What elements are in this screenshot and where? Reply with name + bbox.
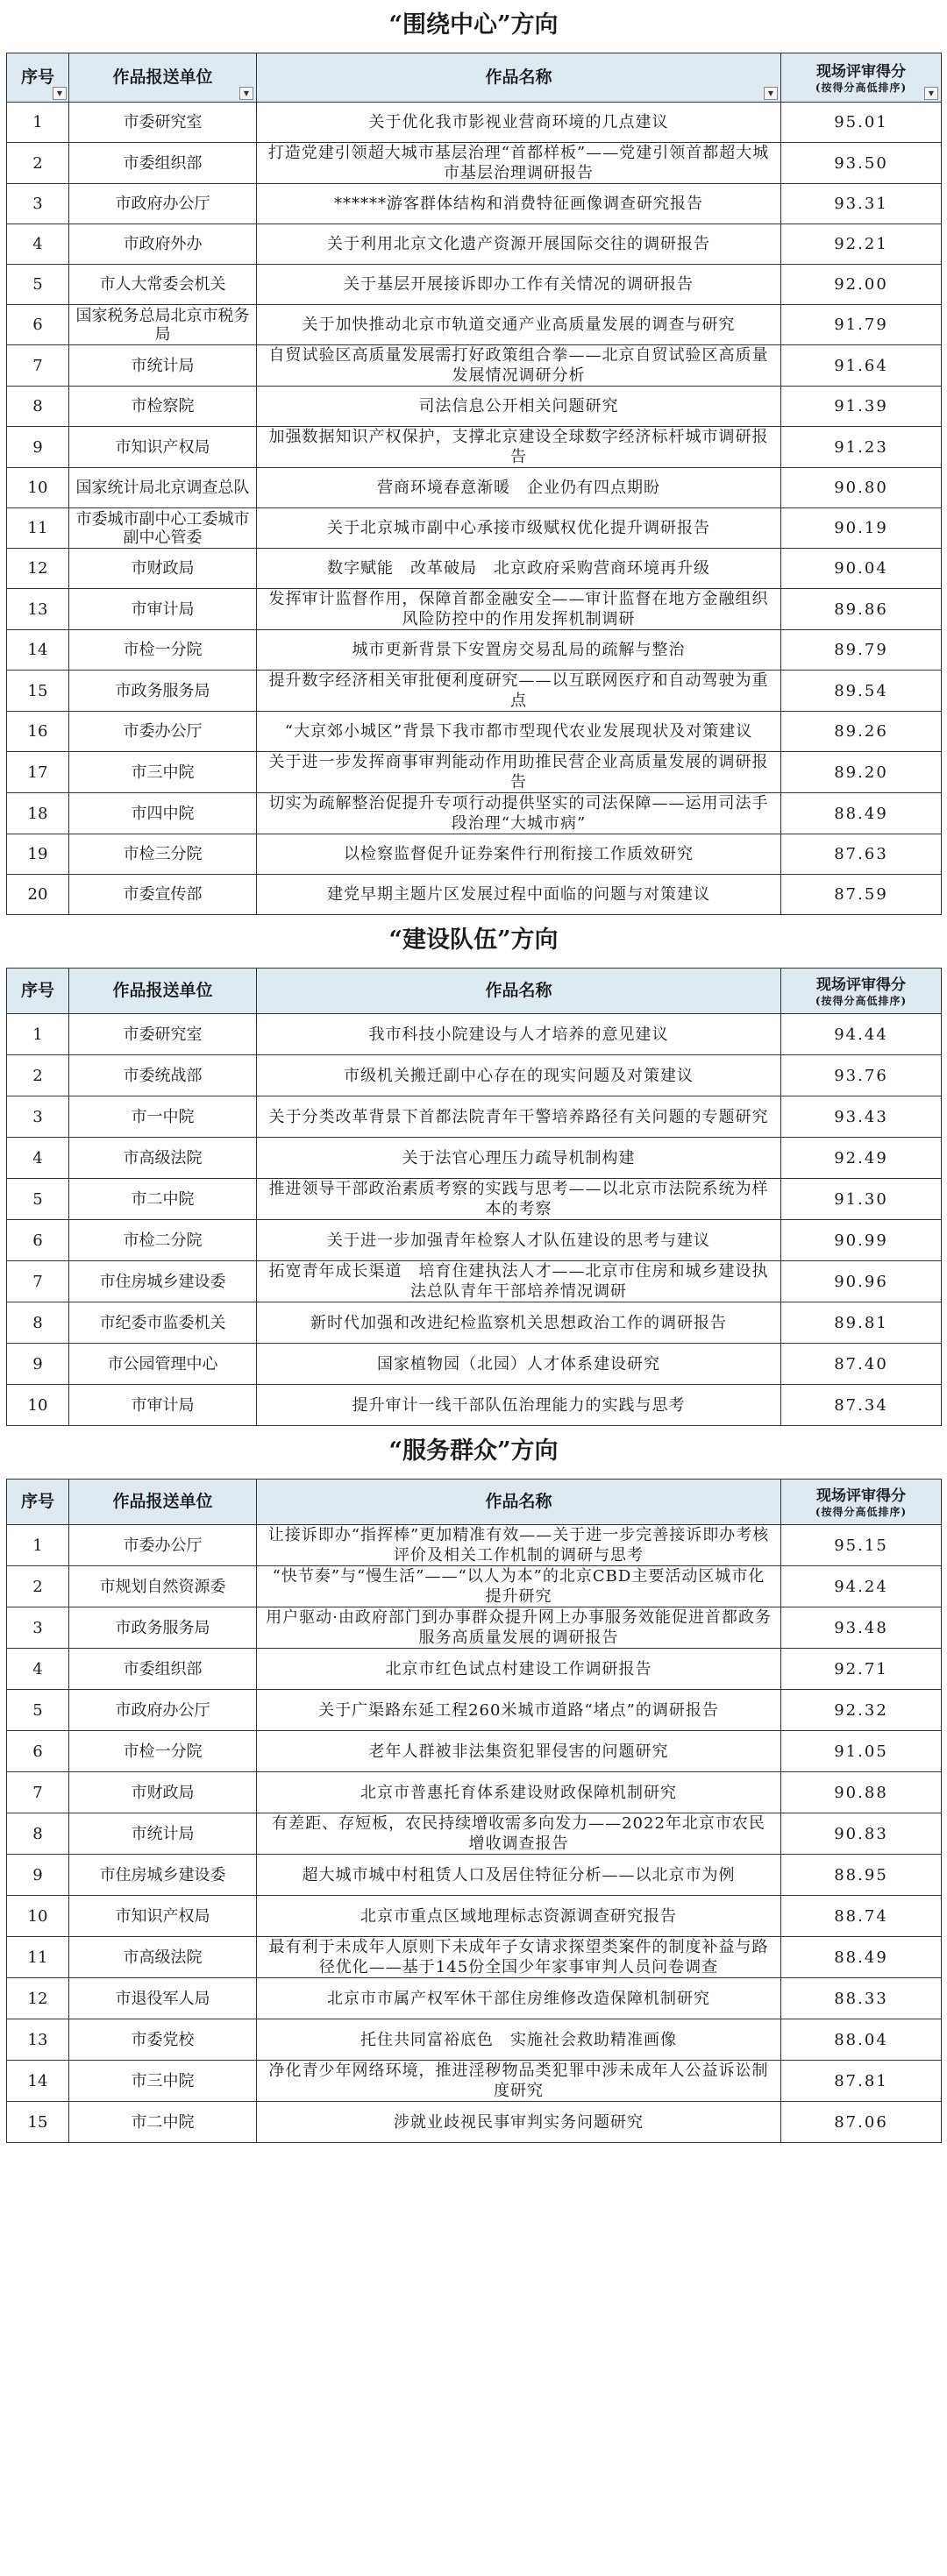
- table-row: [7, 143, 942, 184]
- cell-score: 87.63: [781, 834, 942, 875]
- table-row: [7, 1385, 942, 1426]
- cell-unit: 市委统战部: [69, 1055, 257, 1096]
- cell-no: 4: [7, 224, 69, 265]
- cell-name: 关于基层开展接诉即办工作有关情况的调研报告: [257, 265, 781, 305]
- cell-no: 2: [7, 143, 69, 184]
- cell-no: 1: [7, 1525, 69, 1566]
- cell-score: 93.31: [781, 184, 942, 224]
- filter-dropdown-icon[interactable]: ▼: [239, 87, 253, 100]
- cell-no: 6: [7, 305, 69, 345]
- cell-unit: 市统计局: [69, 1813, 257, 1855]
- table-row: [7, 1096, 942, 1138]
- table-row: [7, 2019, 942, 2061]
- table-team: [6, 968, 942, 1426]
- cell-unit: 市住房城乡建设委: [69, 1261, 257, 1302]
- cell-name: 关于加快推动北京市轨道交通产业高质量发展的调查与研究: [257, 305, 781, 345]
- cell-score: 89.20: [781, 752, 942, 793]
- cell-name: 提升数字经济相关审批便利度研究——以互联网医疗和自动驾驶为重点: [257, 671, 781, 712]
- col-unit-header: 作品报送单位: [69, 1480, 257, 1525]
- table-row: [7, 224, 942, 265]
- col-name-header: 作品名称: [257, 969, 781, 1014]
- table-row: [7, 1261, 942, 1302]
- cell-score: 87.59: [781, 875, 942, 915]
- cell-unit: 市高级法院: [69, 1937, 257, 1978]
- cell-score: 95.15: [781, 1525, 942, 1566]
- col-score-header: 现场评审得分 (按得分高低排序) ▼: [781, 53, 942, 103]
- table-header: [7, 53, 942, 103]
- cell-unit: 市检一分院: [69, 630, 257, 671]
- cell-score: 90.19: [781, 508, 942, 549]
- table-row: [7, 630, 942, 671]
- table-row: [7, 1607, 942, 1649]
- cell-score: 89.81: [781, 1302, 942, 1344]
- cell-score: 89.26: [781, 712, 942, 752]
- cell-unit: 市委宣传部: [69, 875, 257, 915]
- cell-unit: 市二中院: [69, 1179, 257, 1220]
- col-unit-header: 作品报送单位: [69, 969, 257, 1014]
- cell-score: 95.01: [781, 103, 942, 143]
- cell-name: 推进领导干部政治素质考察的实践与思考——以北京市法院系统为样本的考察: [257, 1179, 781, 1220]
- cell-score: 92.49: [781, 1138, 942, 1179]
- cell-name: 关于利用北京文化遗产资源开展国际交往的调研报告: [257, 224, 781, 265]
- cell-score: 94.44: [781, 1014, 942, 1055]
- cell-score: 90.80: [781, 468, 942, 508]
- cell-name: 加强数据知识产权保护，支撑北京建设全球数字经济标杆城市调研报告: [257, 427, 781, 468]
- table-row: [7, 468, 942, 508]
- cell-no: 10: [7, 468, 69, 508]
- cell-score: 92.32: [781, 1690, 942, 1731]
- section-title-team: “建设队伍”方向: [388, 926, 559, 954]
- table-row: [7, 1978, 942, 2019]
- table-row: [7, 1138, 942, 1179]
- cell-score: 93.43: [781, 1096, 942, 1138]
- cell-unit: 市政府办公厅: [69, 1690, 257, 1731]
- cell-name: 建党早期主题片区发展过程中面临的问题与对策建议: [257, 875, 781, 915]
- cell-score: 92.00: [781, 265, 942, 305]
- cell-no: 4: [7, 1138, 69, 1179]
- cell-name: 涉就业歧视民事审判实务问题研究: [257, 2102, 781, 2143]
- cell-no: 2: [7, 1055, 69, 1096]
- cell-no: 15: [7, 2102, 69, 2143]
- cell-unit: 市委组织部: [69, 143, 257, 184]
- cell-no: 7: [7, 1772, 69, 1813]
- table-row: [7, 1302, 942, 1344]
- cell-no: 6: [7, 1220, 69, 1261]
- cell-unit: 市政府外办: [69, 224, 257, 265]
- cell-name: 关于广渠路东延工程260米城市道路“堵点”的调研报告: [257, 1690, 781, 1731]
- cell-unit: 市二中院: [69, 2102, 257, 2143]
- cell-unit: 市三中院: [69, 2061, 257, 2102]
- cell-name: “大京郊小城区”背景下我市都市型现代农业发展现状及对策建议: [257, 712, 781, 752]
- cell-name: 提升审计一线干部队伍治理能力的实践与思考: [257, 1385, 781, 1426]
- col-name-header: 作品名称: [257, 1480, 781, 1525]
- cell-no: 7: [7, 345, 69, 387]
- table-row: [7, 1649, 942, 1690]
- cell-unit: 市检三分院: [69, 834, 257, 875]
- cell-unit: 国家税务总局北京市税务局: [69, 305, 257, 345]
- cell-name: 拓宽青年成长渠道 培育住建执法人才——北京市住房和城乡建设执法总队青年干部培养情况调研: [257, 1261, 781, 1302]
- col-no-header: 序号 ▼: [7, 53, 69, 103]
- table-row: [7, 2102, 942, 2143]
- table-row: [7, 1525, 942, 1566]
- cell-unit: 市委组织部: [69, 1649, 257, 1690]
- cell-no: 3: [7, 1096, 69, 1138]
- cell-name: 打造党建引领超大城市基层治理“首都样板”——党建引领首都超大城市基层治理调研报告: [257, 143, 781, 184]
- cell-score: 88.04: [781, 2019, 942, 2061]
- cell-name: 以检察监督促升证券案件行刑衔接工作质效研究: [257, 834, 781, 875]
- cell-score: 90.96: [781, 1261, 942, 1302]
- cell-unit: 市审计局: [69, 589, 257, 630]
- cell-unit: 市委办公厅: [69, 1525, 257, 1566]
- cell-name: 有差距、存短板，农民持续增收需多向发力——2022年北京市农民增收调查报告: [257, 1813, 781, 1855]
- cell-unit: 市高级法院: [69, 1138, 257, 1179]
- cell-name: ******游客群体结构和消费特征画像调查研究报告: [257, 184, 781, 224]
- table-row: [7, 1566, 942, 1607]
- table-row: [7, 305, 942, 345]
- table-row: [7, 1772, 942, 1813]
- cell-name: 关于分类改革背景下首都法院青年干警培养路径有关问题的专题研究: [257, 1096, 781, 1138]
- cell-name: 市级机关搬迁副中心存在的现实问题及对策建议: [257, 1055, 781, 1096]
- cell-name: 新时代加强和改进纪检监察机关思想政治工作的调研报告: [257, 1302, 781, 1344]
- cell-name: 城市更新背景下安置房交易乱局的疏解与整治: [257, 630, 781, 671]
- cell-no: 19: [7, 834, 69, 875]
- cell-unit: 市退役军人局: [69, 1978, 257, 2019]
- cell-name: 营商环境春意渐暖 企业仍有四点期盼: [257, 468, 781, 508]
- cell-score: 93.76: [781, 1055, 942, 1096]
- cell-name: 国家植物园（北园）人才体系建设研究: [257, 1344, 781, 1385]
- table-row: [7, 793, 942, 834]
- cell-unit: 国家统计局北京调查总队: [69, 468, 257, 508]
- cell-score: 94.24: [781, 1566, 942, 1607]
- cell-no: 9: [7, 1344, 69, 1385]
- cell-unit: 市住房城乡建设委: [69, 1855, 257, 1896]
- cell-score: 87.06: [781, 2102, 942, 2143]
- cell-name: 最有利于未成年人原则下未成年子女请求探望类案件的制度补益与路径优化——基于145份全国少年家事审判人员问卷调查: [257, 1937, 781, 1978]
- table-header: [7, 1480, 942, 1525]
- cell-name: 数字赋能 改革破局 北京政府采购营商环境再升级: [257, 549, 781, 589]
- cell-score: 88.74: [781, 1896, 942, 1937]
- cell-no: 20: [7, 875, 69, 915]
- cell-no: 14: [7, 2061, 69, 2102]
- table-row: [7, 1179, 942, 1220]
- cell-no: 8: [7, 387, 69, 427]
- cell-no: 7: [7, 1261, 69, 1302]
- cell-unit: 市纪委市监委机关: [69, 1302, 257, 1344]
- cell-no: 9: [7, 1855, 69, 1896]
- cell-unit: 市知识产权局: [69, 427, 257, 468]
- table-row: [7, 508, 942, 549]
- table-row: [7, 345, 942, 387]
- cell-no: 4: [7, 1649, 69, 1690]
- cell-no: 10: [7, 1896, 69, 1937]
- cell-score: 91.64: [781, 345, 942, 387]
- cell-name: 关于法官心理压力疏导机制构建: [257, 1138, 781, 1179]
- filter-dropdown-icon[interactable]: ▼: [924, 87, 938, 100]
- cell-unit: 市政务服务局: [69, 1607, 257, 1649]
- cell-name: 发挥审计监督作用，保障首都金融安全——审计监督在地方金融组织风险防控中的作用发挥机制调研: [257, 589, 781, 630]
- cell-no: 2: [7, 1566, 69, 1607]
- cell-no: 10: [7, 1385, 69, 1426]
- cell-unit: 市人大常委会机关: [69, 265, 257, 305]
- cell-name: 切实为疏解整治促提升专项行动提供坚实的司法保障——运用司法手段治理“大城市病”: [257, 793, 781, 834]
- cell-unit: 市委研究室: [69, 103, 257, 143]
- table-row: [7, 1690, 942, 1731]
- table-row: [7, 103, 942, 143]
- cell-score: 91.79: [781, 305, 942, 345]
- table-row: [7, 712, 942, 752]
- cell-score: 90.83: [781, 1813, 942, 1855]
- cell-score: 88.95: [781, 1855, 942, 1896]
- cell-no: 3: [7, 1607, 69, 1649]
- cell-unit: 市财政局: [69, 549, 257, 589]
- cell-no: 12: [7, 549, 69, 589]
- table-row: [7, 2061, 942, 2102]
- cell-unit: 市委城市副中心工委城市副中心管委: [69, 508, 257, 549]
- cell-unit: 市三中院: [69, 752, 257, 793]
- cell-name: 北京市重点区域地理标志资源调查研究报告: [257, 1896, 781, 1937]
- cell-name: 自贸试验区高质量发展需打好政策组合拳——北京自贸试验区高质量发展情况调研分析: [257, 345, 781, 387]
- table-row: [7, 549, 942, 589]
- cell-unit: 市规划自然资源委: [69, 1566, 257, 1607]
- cell-unit: 市审计局: [69, 1385, 257, 1426]
- table-service: [6, 1479, 942, 2143]
- cell-no: 8: [7, 1302, 69, 1344]
- cell-unit: 市一中院: [69, 1096, 257, 1138]
- cell-name: 关于北京城市副中心承接市级赋权优化提升调研报告: [257, 508, 781, 549]
- table-header: [7, 969, 942, 1014]
- cell-unit: 市政府办公厅: [69, 184, 257, 224]
- cell-name: 关于进一步发挥商事审判能动作用助推民营企业高质量发展的调研报告: [257, 752, 781, 793]
- col-no-header: 序号: [7, 969, 69, 1014]
- cell-score: 89.54: [781, 671, 942, 712]
- table-row: [7, 1014, 942, 1055]
- table-row: [7, 1896, 942, 1937]
- cell-unit: 市统计局: [69, 345, 257, 387]
- cell-unit: 市财政局: [69, 1772, 257, 1813]
- table-row: [7, 671, 942, 712]
- table-row: [7, 1813, 942, 1855]
- cell-no: 11: [7, 508, 69, 549]
- table-row: [7, 1344, 942, 1385]
- cell-score: 90.99: [781, 1220, 942, 1261]
- cell-no: 1: [7, 103, 69, 143]
- cell-no: 18: [7, 793, 69, 834]
- cell-score: 87.34: [781, 1385, 942, 1426]
- cell-unit: 市政务服务局: [69, 671, 257, 712]
- cell-name: 净化青少年网络环境，推进淫秽物品类犯罪中涉未成年人公益诉讼制度研究: [257, 2061, 781, 2102]
- cell-no: 9: [7, 427, 69, 468]
- table-row: [7, 387, 942, 427]
- cell-score: 92.21: [781, 224, 942, 265]
- cell-no: 11: [7, 1937, 69, 1978]
- cell-score: 93.48: [781, 1607, 942, 1649]
- col-no-header: 序号: [7, 1480, 69, 1525]
- cell-no: 13: [7, 2019, 69, 2061]
- col-unit-header: 作品报送单位 ▼: [69, 53, 257, 103]
- cell-name: 北京市市属产权军休干部住房维修改造保障机制研究: [257, 1978, 781, 2019]
- cell-score: 88.33: [781, 1978, 942, 2019]
- cell-unit: 市公园管理中心: [69, 1344, 257, 1385]
- cell-unit: 市检二分院: [69, 1220, 257, 1261]
- table-row: [7, 184, 942, 224]
- cell-unit: 市委党校: [69, 2019, 257, 2061]
- section-title-center: “围绕中心”方向: [388, 11, 559, 39]
- cell-unit: 市委研究室: [69, 1014, 257, 1055]
- cell-score: 91.23: [781, 427, 942, 468]
- table-row: [7, 427, 942, 468]
- cell-no: 16: [7, 712, 69, 752]
- cell-name: 司法信息公开相关问题研究: [257, 387, 781, 427]
- cell-name: 我市科技小院建设与人才培养的意见建议: [257, 1014, 781, 1055]
- cell-no: 5: [7, 1690, 69, 1731]
- cell-score: 89.86: [781, 589, 942, 630]
- filter-dropdown-icon[interactable]: ▼: [764, 87, 778, 100]
- cell-name: “快节奏”与“慢生活”——“以人为本”的北京CBD主要活动区城市化提升研究: [257, 1566, 781, 1607]
- section-title-service: “服务群众”方向: [388, 1437, 559, 1465]
- table-row: [7, 875, 942, 915]
- cell-no: 5: [7, 1179, 69, 1220]
- cell-no: 5: [7, 265, 69, 305]
- col-name-header: 作品名称 ▼: [257, 53, 781, 103]
- table-row: [7, 1855, 942, 1896]
- table-row: [7, 1937, 942, 1978]
- table-row: [7, 1220, 942, 1261]
- cell-unit: 市检察院: [69, 387, 257, 427]
- cell-name: 托住共同富裕底色 实施社会救助精准画像: [257, 2019, 781, 2061]
- cell-unit: 市四中院: [69, 793, 257, 834]
- cell-score: 88.49: [781, 793, 942, 834]
- cell-name: 超大城市城中村租赁人口及居住特征分析——以北京市为例: [257, 1855, 781, 1896]
- cell-score: 87.40: [781, 1344, 942, 1385]
- cell-score: 87.81: [781, 2061, 942, 2102]
- cell-score: 91.39: [781, 387, 942, 427]
- cell-name: 关于进一步加强青年检察人才队伍建设的思考与建议: [257, 1220, 781, 1261]
- cell-name: 老年人群被非法集资犯罪侵害的问题研究: [257, 1731, 781, 1772]
- table-row: [7, 1731, 942, 1772]
- cell-name: 用户驱动·由政府部门到办事群众提升网上办事服务效能促进首都政务服务高质量发展的调研报告: [257, 1607, 781, 1649]
- cell-score: 88.49: [781, 1937, 942, 1978]
- col-score-header: 现场评审得分 (按得分高低排序): [781, 1480, 942, 1525]
- cell-no: 15: [7, 671, 69, 712]
- cell-no: 6: [7, 1731, 69, 1772]
- col-score-header: 现场评审得分 (按得分高低排序): [781, 969, 942, 1014]
- cell-score: 90.88: [781, 1772, 942, 1813]
- table-row: [7, 752, 942, 793]
- cell-name: 北京市普惠托育体系建设财政保障机制研究: [257, 1772, 781, 1813]
- table-row: [7, 834, 942, 875]
- filter-dropdown-icon[interactable]: ▼: [53, 87, 67, 100]
- cell-unit: 市检一分院: [69, 1731, 257, 1772]
- cell-no: 13: [7, 589, 69, 630]
- table-row: [7, 1055, 942, 1096]
- cell-no: 14: [7, 630, 69, 671]
- cell-score: 91.30: [781, 1179, 942, 1220]
- cell-unit: 市委办公厅: [69, 712, 257, 752]
- cell-score: 91.05: [781, 1731, 942, 1772]
- cell-no: 8: [7, 1813, 69, 1855]
- cell-name: 让接诉即办“指挥棒”更加精准有效——关于进一步完善接诉即办考核评价及相关工作机制的调研与思考: [257, 1525, 781, 1566]
- table-row: [7, 265, 942, 305]
- table-center: [6, 53, 942, 915]
- cell-unit: 市知识产权局: [69, 1896, 257, 1937]
- cell-score: 93.50: [781, 143, 942, 184]
- cell-score: 89.79: [781, 630, 942, 671]
- cell-no: 12: [7, 1978, 69, 2019]
- cell-no: 1: [7, 1014, 69, 1055]
- cell-no: 17: [7, 752, 69, 793]
- cell-score: 92.71: [781, 1649, 942, 1690]
- cell-name: 北京市红色试点村建设工作调研报告: [257, 1649, 781, 1690]
- cell-score: 90.04: [781, 549, 942, 589]
- table-row: [7, 589, 942, 630]
- cell-no: 3: [7, 184, 69, 224]
- cell-name: 关于优化我市影视业营商环境的几点建议: [257, 103, 781, 143]
- document: [6, 0, 941, 2143]
